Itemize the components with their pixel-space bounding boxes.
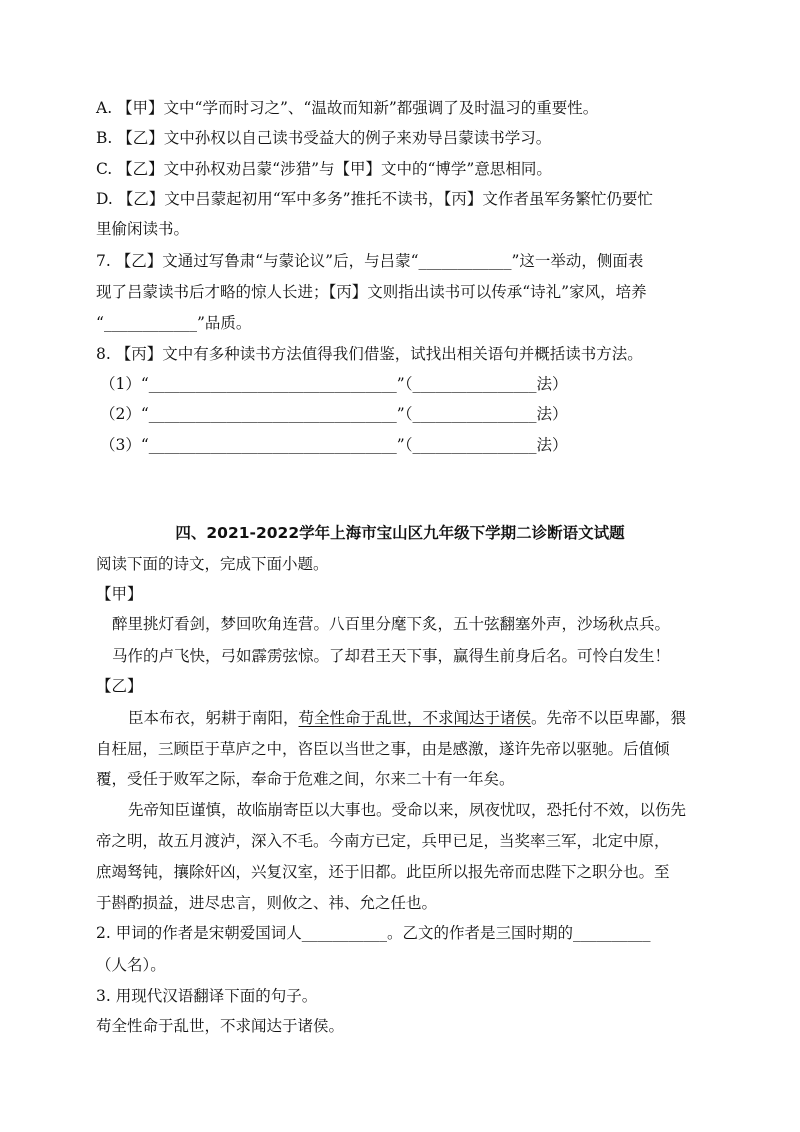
option-a: A. 【甲】文中“学而时习之”、“温故而知新”都强调了及时温习的重要性。 <box>96 99 599 117</box>
item-text: ”（ <box>396 436 413 454</box>
question-7-line2: 现了吕蒙读书后才略的惊人长进；【丙】文则指出读书可以传承“诗礼”家风，培养 <box>96 283 647 301</box>
item-number: （2）“ <box>100 405 149 423</box>
label-yi: 【乙】 <box>96 677 143 695</box>
sentence-blank[interactable]: ________________________________ <box>148 375 397 393</box>
sentence-blank[interactable]: ________________________________ <box>148 405 397 423</box>
question-8-stem: 8. 【丙】文中有多种读书方法值得我们借鉴，试找出相关语句并概括读书方法。 <box>96 345 643 363</box>
prose-p1-line3: 覆，受任于败军之际，奉命于危难之间，尔来二十有一年矣。 <box>96 770 515 788</box>
answer-blank[interactable]: ____________ <box>103 314 197 332</box>
label-jia: 【甲】 <box>96 585 143 603</box>
q7-text: “ <box>96 314 104 332</box>
prose-p2-line3: 庶竭驽钝，攘除奸凶，兴复汉室，还于旧都。此臣所以报先帝而忠陛下之职分也。至 <box>96 863 670 881</box>
underlined-sentence: 苟全性命于乱世，不求闻达于诸侯 <box>298 709 532 727</box>
prose-p2-line4: 于斟酌损益，进尽忠言，则攸之、祎、允之任也。 <box>96 894 438 912</box>
answer-blank[interactable]: ____________ <box>418 252 512 270</box>
poem-line-1: 醉里挑灯看剑，梦回吹角连营。八百里分麾下炙，五十弦翻塞外声，沙场秋点兵。 <box>112 615 671 633</box>
section-intro: 阅读下面的诗文，完成下面小题。 <box>96 555 329 573</box>
q2-text: 2. 甲词的作者是宋朝爱国词人 <box>96 924 302 942</box>
question-2-line2: （人名）。 <box>96 956 166 974</box>
question-2-line1 <box>96 923 716 943</box>
option-d-line2: 里偷闲读书。 <box>96 220 190 238</box>
poem-line-2: 马作的卢飞快，弓如霹雳弦惊。了却君王天下事，赢得生前身后名。可怜白发生！ <box>112 647 671 665</box>
item-text: 法） <box>536 436 568 454</box>
prose-text: 臣本布衣，躬耕于南阳， <box>128 709 299 727</box>
item-text: ”（ <box>396 375 413 393</box>
question-8-item-2 <box>100 404 720 424</box>
section-title: 四、2021-2022学年上海市宝山区九年级下学期二诊断语文试题 <box>175 524 625 542</box>
prose-p2-line1: 先帝知臣谨慎，故临崩寄臣以大事也。受命以来，夙夜忧叹，恐托付不效，以伤先 <box>128 801 687 819</box>
question-7-line1 <box>96 251 716 271</box>
item-number: （3）“ <box>100 436 149 454</box>
prose-p2-line2: 帝之明，故五月渡泸，深入不毛。今南方已定，兵甲已足，当奖率三军，北定中原， <box>96 832 670 850</box>
answer-blank[interactable]: __________ <box>572 924 651 942</box>
item-text: 法） <box>536 405 568 423</box>
item-text: ”（ <box>396 405 413 423</box>
question-7-line3 <box>96 313 716 333</box>
q7-text: 7. 【乙】文通过写鲁肃“与蒙论议”后，与吕蒙“ <box>96 252 419 270</box>
method-blank[interactable]: ________________ <box>412 375 537 393</box>
option-d-line1: D. 【乙】文中吕蒙起初用“军中多务”推托不读书，【丙】文作者虽军务繁忙仍要忙 <box>96 190 653 208</box>
item-number: （1）“ <box>100 375 149 393</box>
q7-text: ”品质。 <box>196 314 252 332</box>
q7-text: ”这一举动，侧面表 <box>511 252 644 270</box>
answer-blank[interactable]: ___________ <box>301 924 387 942</box>
question-3-sentence: 苟全性命于乱世，不求闻达于诸侯。 <box>96 1017 345 1035</box>
prose-text: 。先帝不以臣卑鄙，猥 <box>531 709 687 727</box>
prose-p1-line1 <box>128 708 748 728</box>
item-text: 法） <box>536 375 568 393</box>
question-3-stem: 3. 用现代汉语翻译下面的句子。 <box>96 987 318 1005</box>
sentence-blank[interactable]: ________________________________ <box>148 436 397 454</box>
question-8-item-1 <box>100 374 720 394</box>
option-c: C. 【乙】文中孙权劝吕蒙“涉猎”与【甲】文中的“博学”意思相同。 <box>96 160 552 178</box>
prose-p1-line2: 自枉屈，三顾臣于草庐之中，咨臣以当世之事，由是感激，遂许先帝以驱驰。后值倾 <box>96 740 670 758</box>
q2-text: 。乙文的作者是三国时期的 <box>386 924 573 942</box>
method-blank[interactable]: ________________ <box>412 436 537 454</box>
method-blank[interactable]: ________________ <box>412 405 537 423</box>
option-b: B. 【乙】文中孙权以自己读书受益大的例子来劝导吕蒙读书学习。 <box>96 129 552 147</box>
question-8-item-3 <box>100 435 720 455</box>
